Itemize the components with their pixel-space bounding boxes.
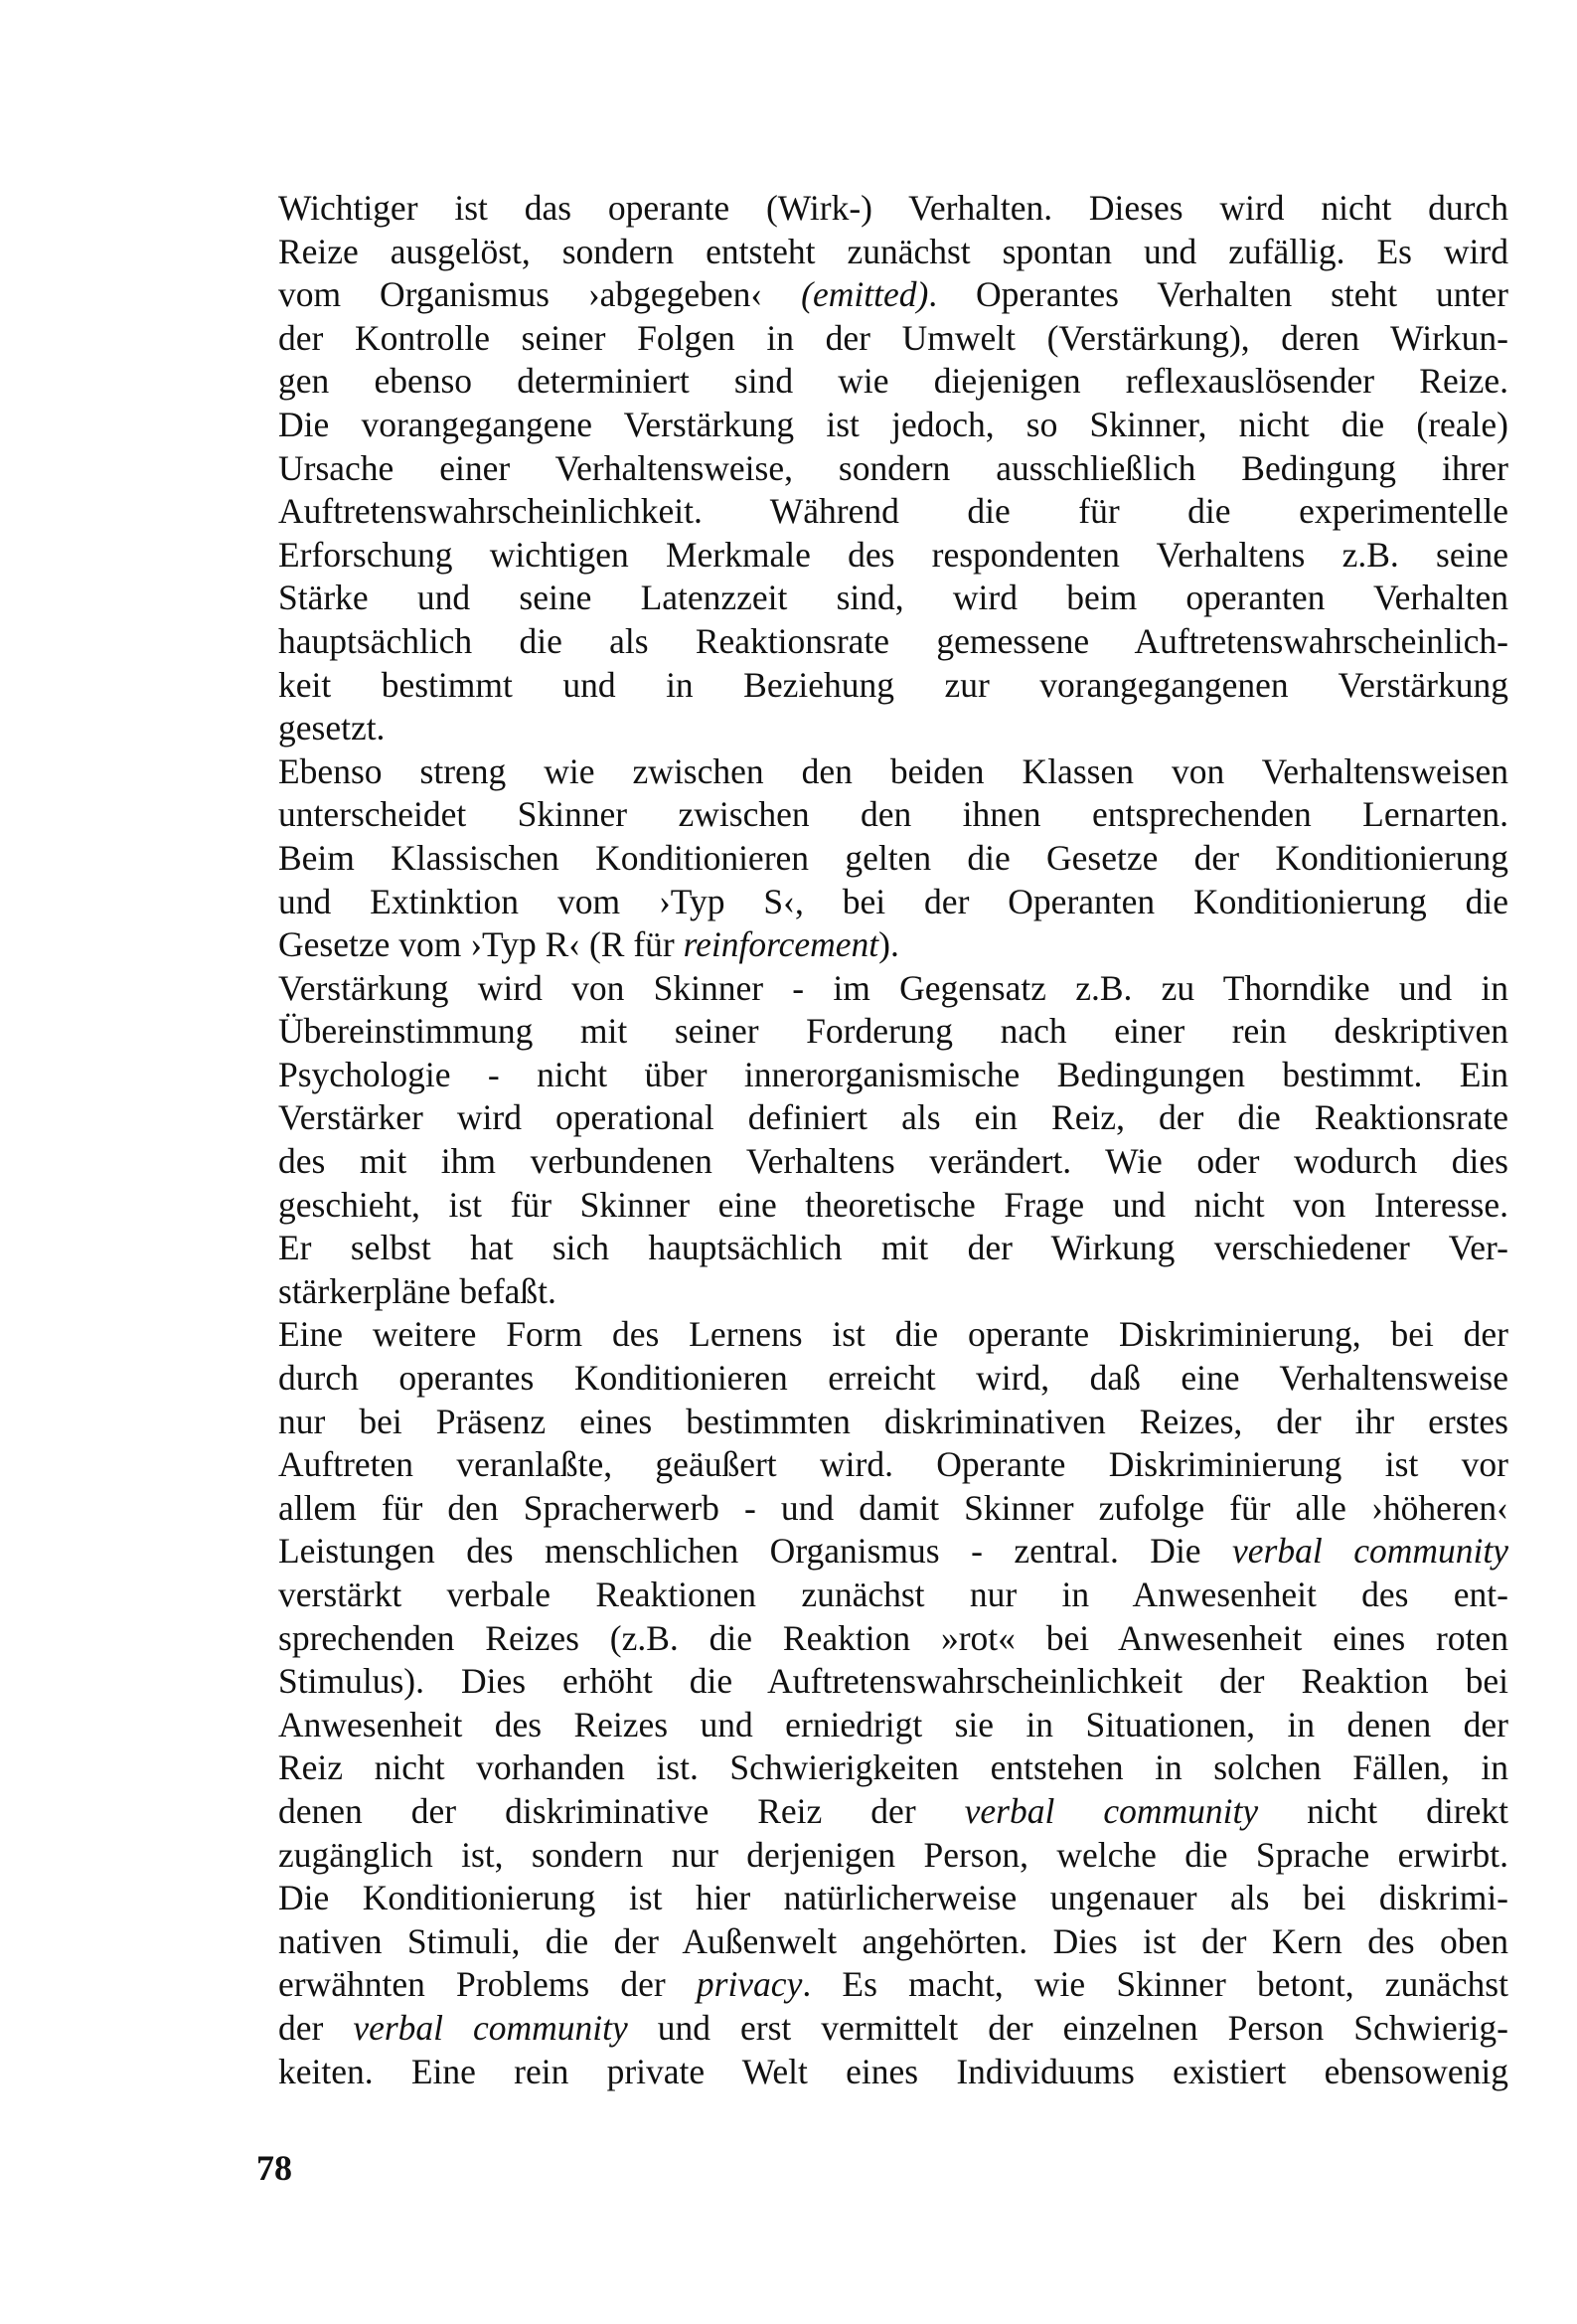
text-segment: durch operantes Konditionieren erreicht wird, daß eine Verhaltensweise xyxy=(278,1358,1508,1399)
text-line xyxy=(278,2007,1508,2051)
text-line xyxy=(278,1617,1508,1661)
text-line xyxy=(278,1096,1508,1140)
text-line xyxy=(278,1834,1508,1878)
text-line xyxy=(278,1313,1508,1357)
text-segment: Anwesenheit des Reizes und erniedrigt sie in Situationen, in denen der xyxy=(278,1704,1508,1744)
text-line xyxy=(278,793,1508,837)
text-line xyxy=(278,317,1508,361)
text-segment: gen ebenso determiniert sind wie diejenigen reflexauslösender Reize. xyxy=(278,361,1508,402)
text-segment: Auftretenswahrscheinlichkeit. Während die für die experimentelle xyxy=(278,491,1508,532)
text-segment: Ebenso streng wie zwischen den beiden Klassen von Verhaltensweisen xyxy=(278,750,1508,791)
text-segment: und Extinktion vom ›Typ S‹, bei der Operanten Konditionierung die xyxy=(278,881,1508,921)
text-line xyxy=(278,187,1508,231)
text-line xyxy=(278,881,1508,924)
text-segment: unterscheidet Skinner zwischen den ihnen entsprechenden Lernarten. xyxy=(278,794,1508,835)
text-segment: allem für den Spracherwerb - und damit Skinner zufolge für alle ›höheren‹ xyxy=(278,1487,1508,1528)
text-line xyxy=(278,404,1508,447)
text-segment: Er selbst hat sich hauptsächlich mit der Wirkung verschiedener Ver- xyxy=(278,1228,1508,1268)
text-segment: erwähnten Problems der xyxy=(278,1964,697,2005)
text-line xyxy=(278,1660,1508,1704)
paragraph xyxy=(278,750,1508,967)
text-line xyxy=(278,273,1508,317)
text-segment: sprechenden Reizes (z.B. die Reaktion »rot« bei Anwesenheit eines roten xyxy=(278,1617,1508,1658)
text-line xyxy=(278,534,1508,578)
text-segment: nicht direkt xyxy=(1258,1790,1508,1831)
text-segment: Reize ausgelöst, sondern entsteht zunächst spontan und zufällig. Es wird xyxy=(278,231,1508,271)
text-segment: nativen Stimuli, die der Außenwelt angehörten. Dies ist der Kern des oben xyxy=(278,1920,1508,1961)
text-segment: denen der diskriminative Reiz der xyxy=(278,1790,965,1831)
text-line xyxy=(278,447,1508,491)
text-segment: der Kontrolle seiner Folgen in der Umwelt (Verstärkung), deren Wirkun- xyxy=(278,317,1508,358)
text-segment: Auftreten veranlaßte, geäußert wird. Operante Diskriminierung ist vor xyxy=(278,1444,1508,1485)
text-segment: Die Konditionierung ist hier natürlicherweise ungenauer als bei diskrimi- xyxy=(278,1878,1508,1918)
paragraph xyxy=(278,1313,1508,2093)
text-line xyxy=(278,1227,1508,1270)
text-line xyxy=(278,2051,1508,2094)
text-segment: Reiz nicht vorhanden ist. Schwierigkeiten entstehen in solchen Fällen, in xyxy=(278,1747,1508,1788)
text-line xyxy=(278,837,1508,881)
text-line xyxy=(278,923,1508,967)
text-segment: des mit ihm verbundenen Verhaltens verändert. Wie oder wodurch dies xyxy=(278,1141,1508,1182)
text-segment: Stimulus). Dies erhöht die Auftretenswahrscheinlichkeit der Reaktion bei xyxy=(278,1661,1508,1702)
page-number: 78 xyxy=(256,2148,292,2188)
text-line xyxy=(278,1401,1508,1444)
text-line xyxy=(278,1963,1508,2007)
text-line xyxy=(278,231,1508,274)
text-segment: der xyxy=(278,2007,354,2048)
text-line xyxy=(278,490,1508,534)
text-line xyxy=(278,1877,1508,1920)
text-segment: ). xyxy=(878,924,899,965)
text-segment: Übereinstimmung mit seiner Forderung nach einer rein deskriptiven xyxy=(278,1011,1508,1052)
italic-term: verbal community xyxy=(353,2007,628,2048)
text-line xyxy=(278,577,1508,620)
text-segment: keit bestimmt und in Beziehung zur vorangegangenen Verstärkung xyxy=(278,664,1508,705)
text-line xyxy=(278,1746,1508,1790)
text-line xyxy=(278,620,1508,664)
text-segment: stärkerpläne befaßt. xyxy=(278,1270,556,1311)
text-line xyxy=(278,1574,1508,1617)
text-line xyxy=(278,1357,1508,1401)
text-segment: Erforschung wichtigen Merkmale des respondenten Verhaltens z.B. seine xyxy=(278,534,1508,575)
text-line xyxy=(278,1270,1508,1314)
italic-term: reinforcement xyxy=(683,924,879,965)
text-segment: Verstärkung wird von Skinner - im Gegensatz z.B. zu Thorndike und in xyxy=(278,967,1508,1008)
text-segment: Verstärker wird operational definiert als ein Reiz, der die Reaktionsrate xyxy=(278,1097,1508,1138)
text-segment: . Es macht, wie Skinner betont, zunächst xyxy=(802,1964,1508,2005)
text-line xyxy=(278,360,1508,404)
text-line xyxy=(278,1184,1508,1228)
paragraph xyxy=(278,187,1508,750)
italic-term: (emitted) xyxy=(801,274,929,315)
italic-term: privacy xyxy=(696,1964,803,2005)
text-segment: Ursache einer Verhaltensweise, sondern ausschließlich Bedingung ihrer xyxy=(278,447,1508,488)
text-segment: verstärkt verbale Reaktionen zunächst nur in Anwesenheit des ent- xyxy=(278,1575,1508,1614)
text-segment: Beim Klassischen Konditionieren gelten die Gesetze der Konditionierung xyxy=(278,837,1508,878)
text-line xyxy=(278,1530,1508,1574)
text-segment: Gesetze vom ›Typ R‹ (R für xyxy=(278,924,684,965)
text-segment: und erst vermittelt der einzelnen Person Schwierig- xyxy=(627,2007,1508,2048)
text-segment: vom Organismus ›abgegeben‹ xyxy=(278,274,802,315)
text-segment: nur bei Präsenz eines bestimmten diskriminativen Reizes, der ihr erstes xyxy=(278,1401,1508,1441)
text-segment: Wichtiger ist das operante (Wirk-) Verhalten. Dieses wird nicht durch xyxy=(278,188,1508,228)
text-segment: Psychologie - nicht über innerorganismische Bedingungen bestimmt. Ein xyxy=(278,1054,1508,1094)
text-line xyxy=(278,1443,1508,1487)
italic-term: verbal community xyxy=(964,1790,1259,1831)
text-line xyxy=(278,1487,1508,1531)
text-line xyxy=(278,967,1508,1011)
italic-term: verbal community xyxy=(1232,1531,1508,1572)
text-segment: Stärke und seine Latenzzeit sind, wird beim operanten Verhalten xyxy=(278,578,1508,618)
text-segment: geschieht, ist für Skinner eine theoretische Frage und nicht von Interesse. xyxy=(278,1184,1508,1225)
text-segment: keiten. Eine rein private Welt eines Individuums existiert ebensowenig xyxy=(278,2051,1508,2091)
text-segment: zugänglich ist, sondern nur derjenigen Person, welche die Sprache erwirbt. xyxy=(278,1834,1508,1875)
text-segment: gesetzt. xyxy=(278,708,386,748)
body-text xyxy=(278,187,1508,2093)
text-segment: Die vorangegangene Verstärkung ist jedoch, so Skinner, nicht die (reale) xyxy=(278,404,1508,444)
text-line xyxy=(278,1140,1508,1184)
text-segment: Leistungen des menschlichen Organismus - zentral. Die xyxy=(278,1531,1233,1572)
text-line xyxy=(278,1010,1508,1054)
text-line xyxy=(278,707,1508,750)
text-line xyxy=(278,1054,1508,1097)
text-segment: . Operantes Verhalten steht unter xyxy=(928,274,1508,315)
text-line xyxy=(278,1704,1508,1747)
paragraph xyxy=(278,967,1508,1314)
text-line xyxy=(278,1790,1508,1834)
text-segment: hauptsächlich die als Reaktionsrate gemessene Auftretenswahrscheinlich- xyxy=(278,620,1508,661)
text-line xyxy=(278,1920,1508,1964)
text-line xyxy=(278,664,1508,708)
text-line xyxy=(278,750,1508,794)
text-segment: Eine weitere Form des Lernens ist die operante Diskriminierung, bei der xyxy=(278,1314,1508,1355)
